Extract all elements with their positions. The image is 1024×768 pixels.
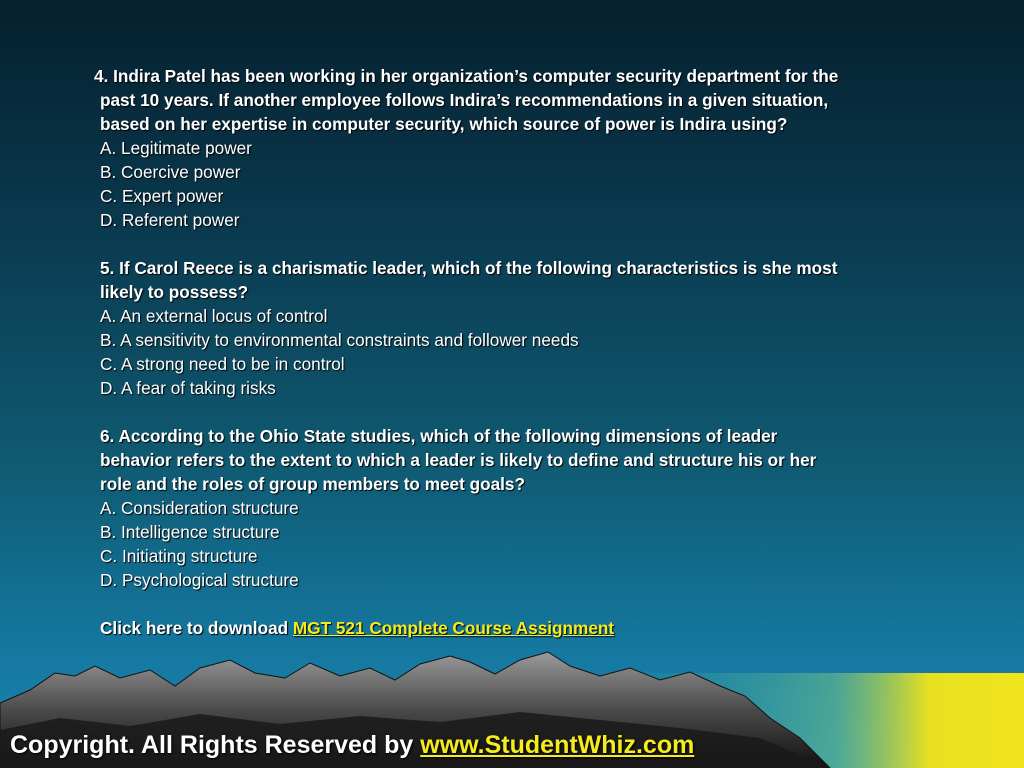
studentwhiz-link[interactable]: www.StudentWhiz.com <box>420 731 695 759</box>
download-cta-prefix: Click here to download <box>100 618 293 638</box>
spacer <box>100 232 970 256</box>
slide-content <box>94 64 970 640</box>
question-6 <box>100 424 970 496</box>
question-4-line-1: 4. Indira Patel has been working in her organization’s computer security department for the <box>94 66 839 86</box>
question-4-option-c: C. Expert power <box>100 186 224 206</box>
question-5-option-d: D. A fear of taking risks <box>100 378 276 398</box>
spacer <box>100 400 970 424</box>
question-6-option-b: B. Intelligence structure <box>100 522 280 542</box>
question-4-option-a: A. Legitimate power <box>100 138 252 158</box>
copyright-text: Copyright. All Rights Reserved by <box>10 731 421 759</box>
download-course-link[interactable]: MGT 521 Complete Course Assignment <box>292 618 615 638</box>
question-5-line-2: likely to possess? <box>100 282 249 302</box>
question-5-option-c: C. A strong need to be in control <box>100 354 345 374</box>
question-4 <box>94 64 970 136</box>
question-5-option-a: A. An external locus of control <box>100 306 328 326</box>
question-5-line-1: 5. If Carol Reece is a charismatic leader, which of the following characteristics is she most <box>100 258 838 278</box>
question-4-option-d: D. Referent power <box>100 210 240 230</box>
copyright-footer <box>10 731 694 760</box>
question-4-line-3: based on her expertise in computer security, which source of power is Indira using? <box>100 114 788 134</box>
question-6-line-3: role and the roles of group members to meet goals? <box>100 474 525 494</box>
question-5-option-b: B. A sensitivity to environmental constraints and follower needs <box>100 330 579 350</box>
download-cta <box>100 616 970 640</box>
question-6-line-1: 6. According to the Ohio State studies, which of the following dimensions of leader <box>100 426 778 446</box>
question-6-line-2: behavior refers to the extent to which a leader is likely to define and structure his or her <box>100 450 817 470</box>
question-6-option-d: D. Psychological structure <box>100 570 299 590</box>
question-6-option-a: A. Consideration structure <box>100 498 299 518</box>
question-4-line-2: past 10 years. If another employee follows Indira’s recommendations in a given situation, <box>100 90 829 110</box>
question-5 <box>100 256 970 304</box>
spacer <box>100 592 970 616</box>
question-6-option-c: C. Initiating structure <box>100 546 258 566</box>
question-4-option-b: B. Coercive power <box>100 162 241 182</box>
